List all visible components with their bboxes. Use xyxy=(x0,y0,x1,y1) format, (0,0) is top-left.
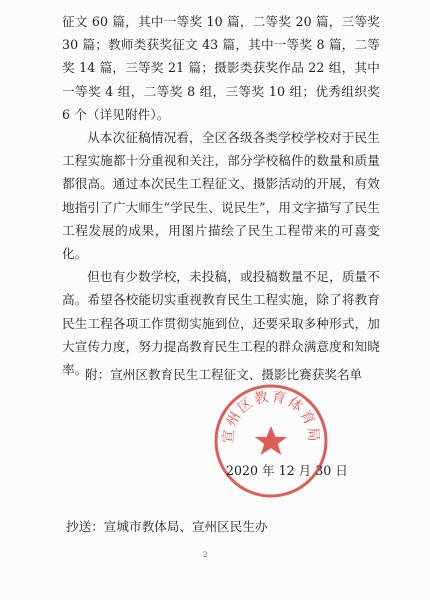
paragraph-overview: 从本次征稿情况看，全区各级各类学校学校对于民生工程实施都十分重视和关注，部分学校稿件的数量和质量都很高。通过本次民生工程征文、摄影活动的开展，有效地指引了广大师生“学民生、说民生”，用文字描写了民生工程发展的成果，用图片描绘了民生工程带来的可喜变化。 xyxy=(62,130,380,262)
paragraph-continued: 征文 60 篇，其中一等奖 10 篇，二等奖 20 篇，三等奖 30 篇；教师类获奖征文 43 篇，其中一等奖 8 篇，二等奖 14 篇，三等奖 21 篇；摄影类获奖作品 22 组，其中一等奖 4 组，二等奖 8 组，三等奖 10 组；优秀组织奖 6 个（详见附件）。 xyxy=(62,14,380,122)
svg-text:宣州区教育体育局: 宣州区教育体育局 xyxy=(220,388,322,445)
attachment-note: 附：宣州区教育民生工程征文、摄影比赛获奖名单 xyxy=(85,367,363,382)
seal-star-icon xyxy=(255,426,287,455)
body-text xyxy=(62,10,380,381)
page-number: 2 xyxy=(203,551,208,559)
paragraph-shortcomings: 但也有少数学校，未投稿，或投稿数量不足，质量不高。希望各校能切实重视教育民生工程实施，除了将教育民生工程各项工作贯彻实施到位，还要采取多种形式，加大宣传力度，努力提高教育民生工程的群众满意度和知晓率。 xyxy=(62,269,380,378)
official-seal xyxy=(212,382,330,500)
document-date: 2020 年 12 月 30 日 xyxy=(226,463,348,478)
cc-line: 抄送：宣城市教体局、宣州区民生办 xyxy=(66,519,268,534)
